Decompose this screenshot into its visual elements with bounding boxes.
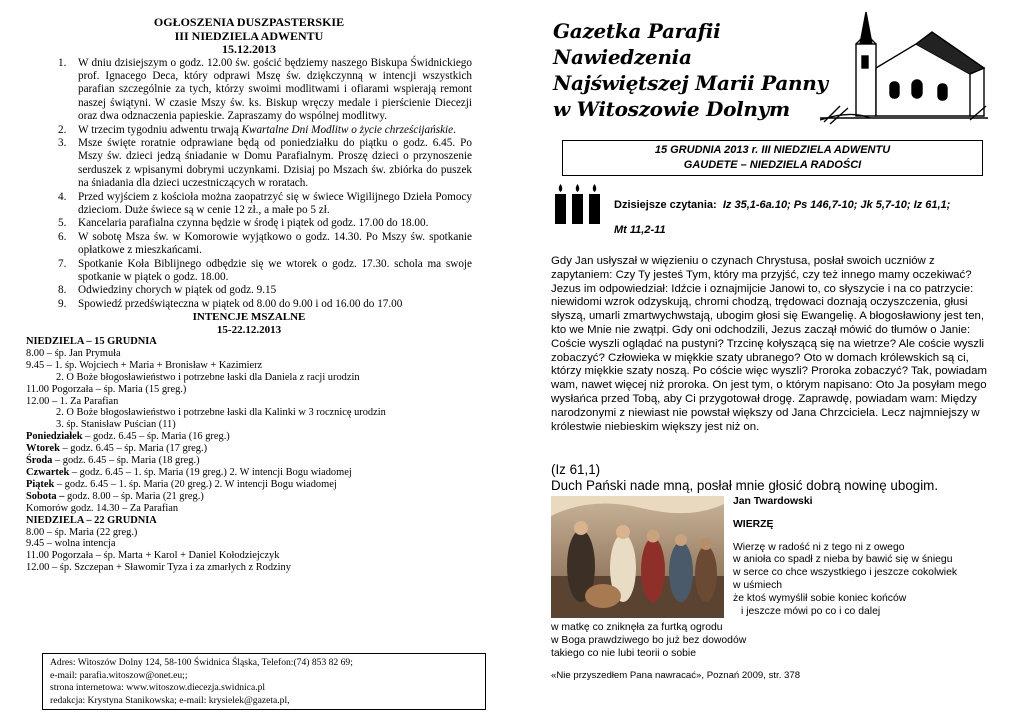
title-line: Najświętszej Marii Panny <box>553 71 828 95</box>
intention-text: – godz. 6.45 – śp. Maria (17 greg.) <box>59 443 208 455</box>
readings-label: Dzisiejsze czytania: <box>614 199 717 211</box>
intention-text: 11.00 Pogorzała – śp. Maria (15 greg.) <box>26 383 187 395</box>
poem-title: WIERZĘ <box>733 518 774 530</box>
poem-line: w anioła co spadł z nieba by bawić się w śniegu <box>733 554 953 566</box>
intentions-heading: INTENCJE MSZALNE <box>192 311 306 324</box>
announcement-item <box>58 56 472 124</box>
intention-row <box>26 491 472 503</box>
intention-text: 9.45 – wolna intencja <box>26 538 116 550</box>
date-line: 15 GRUDNIA 2013 r. III NIEDZIELA ADWENTU <box>654 144 891 156</box>
poem-line: w Boga prawdziwego bo już bez dowodów <box>551 634 747 646</box>
intention-row <box>26 455 472 467</box>
intention-row <box>26 538 472 550</box>
poem-line: że ktoś wymyślił sobie koniec końców <box>733 592 907 604</box>
intention-text: godz. 8.00 – śp. Maria (21 greg.) <box>64 490 204 502</box>
intention-text: 9.45 – 1. śp. Wojciech + Maria + Bronisław + Kazimierz <box>26 359 263 371</box>
announcement-number: 2. <box>58 123 67 136</box>
quote-reference: (Iz 61,1) <box>551 462 601 477</box>
readings-list-cont: Mt 11,2-11 <box>614 224 666 236</box>
address-line: redakcja: Krystyna Stanikowska; e-mail: krysielek@gazeta.pl, <box>50 694 290 706</box>
intention-row <box>26 372 472 384</box>
church-drawing <box>820 10 988 130</box>
announcement-item <box>58 230 472 258</box>
intention-text: 3. śp. Stanisław Puścian (11) <box>56 419 176 431</box>
intention-text: Komorów godz. 14.30 – Za Parafian <box>26 502 179 514</box>
address-line: Adres: Witoszów Dolny 124, 58-100 Świdnica Śląska, Telefon:(74) 853 82 69; <box>50 657 353 668</box>
poem-line: w matkę co zniknęła za furtką ogrodu <box>551 622 723 633</box>
intention-day: NIEDZIELA – 22 GRUDNIA <box>26 514 157 526</box>
advent-candles-icon <box>553 182 603 224</box>
announcement-number: 6. <box>58 230 67 243</box>
address-line: strona internetowa: www.witoszow.diecezja.swidnica.pl <box>50 682 266 694</box>
intention-row <box>26 396 472 408</box>
intention-row <box>26 407 472 419</box>
intention-text: – godz. 6.45 – śp. Maria (16 greg.) <box>82 431 230 443</box>
newsletter-title <box>553 18 828 122</box>
announcement-item <box>58 297 472 311</box>
announcements-list <box>26 57 472 312</box>
announcement-text: W sobotę Msza św. w Komorowie wyjątkowo o godz. 14.30. Po Mszy św. spotkanie opłatkowe z mieszkańcami. <box>78 230 472 257</box>
poem-author: Jan Twardowski <box>733 496 813 507</box>
poem-source: «Nie przyszedłem Pana nawracać», Poznań 2009, str. 378 <box>551 670 801 681</box>
intention-text: – godz. 6.45 – śp. Maria (18 greg.) <box>52 455 200 467</box>
announcement-number: 7. <box>58 257 67 270</box>
intention-row <box>26 443 472 455</box>
title-line: w Witoszowie Dolnym <box>553 97 790 121</box>
intention-text: 2. O Boże błogosławieństwo i potrzebne łaski dla Daniela z racji urodzin <box>56 371 360 383</box>
announcement-text: Spotkanie Koła Biblijnego odbędzie się we wtorek o godz. 17.30. schola ma swoje spotkanie w piątek o godz. 18.00. <box>78 257 472 283</box>
intention-text: 2. O Boże błogosławieństwo i potrzebne łaski dla Kalinki w 3 rocznicę urodzin <box>56 407 386 419</box>
intention-day: Piątek <box>26 478 55 490</box>
announcement-text: Przed wyjściem z kościoła można zaopatrzyć się w świece Wigilijnego Dzieła Pomocy dzieciom. Duże świece są w cenie 12 zł., a małe po 5 zł. <box>78 190 472 216</box>
intention-row <box>26 527 472 539</box>
title-line: Nawiedzenia <box>553 45 692 69</box>
poem-line: w uśmiech <box>733 579 783 591</box>
announcement-text: W trzecim tygodniu adwentu trwają <box>78 123 242 136</box>
announcements-date: 15.12.2013 <box>222 42 276 56</box>
intention-row <box>26 348 472 360</box>
sunday-heading: III NIEDZIELA ADWENTU <box>174 28 324 43</box>
intention-text: 12.00 – śp. Szczepan + Sławomir Tyza i za zmarłych z Rodziny <box>26 562 291 574</box>
announcement-text: Kwartalne Dni Modlitw o życie chrześcijańskie <box>241 123 454 136</box>
announcement-item <box>58 190 472 218</box>
sunday-name-line: GAUDETE – NIEDZIELA RADOŚCI <box>683 159 862 171</box>
intention-row <box>26 336 472 348</box>
announcement-number: 4. <box>58 190 67 203</box>
announcements-heading: OGŁOSZENIA DUSZPASTERSKIE <box>153 15 345 29</box>
announcement-item <box>58 257 472 285</box>
parish-address-box <box>42 653 486 710</box>
address-line: e-mail: parafia.witoszow@onet.eu;; <box>50 669 188 681</box>
intentions-list <box>26 336 472 574</box>
poem <box>733 496 993 618</box>
poem-continuation <box>551 622 991 660</box>
intention-day: Wtorek <box>26 443 60 455</box>
announcement-number: 1. <box>58 56 67 69</box>
intention-row <box>26 360 472 372</box>
poem-line: i jeszcze mówi po co i co dalej <box>741 605 881 617</box>
intention-text: 12.00 – 1. Za Parafian <box>26 395 119 407</box>
announcement-text: Kancelaria parafialna czynna będzie w środę i piątek od godz. 17.00 do 18.00. <box>78 217 429 230</box>
announcement-number: 9. <box>58 297 67 310</box>
intention-row <box>26 562 472 574</box>
announcement-text: Odwiedziny chorych w piątek od godz. 9.15 <box>78 284 277 297</box>
intention-text: – godz. 6.45 – 1. śp. Maria (20 greg.) 2. W intencji Bogu wiadomej <box>54 478 337 490</box>
intention-text: 11.00 Pogorzała – śp. Marta + Karol + Daniel Kołodziejczyk <box>26 550 280 562</box>
date-box <box>562 140 983 176</box>
intention-row <box>26 479 472 491</box>
intention-row <box>26 467 472 479</box>
announcement-number: 3. <box>58 136 67 149</box>
intentions-dates: 15-22.12.2013 <box>216 323 282 336</box>
poem-line: Wierzę w radość ni z tego ni z owego <box>733 541 905 553</box>
intention-text: 8.00 – śp. Maria (22 greg.) <box>26 526 138 538</box>
announcement-item <box>58 217 472 230</box>
quote-text: Duch Pański nade mną, posłał mnie głosić dobrą nowinę ubogim. <box>551 478 939 493</box>
announcements-column <box>26 16 472 574</box>
intention-row <box>26 503 472 515</box>
announcement-text: Msze święte roratnie odprawiane będą od poniedziałku do piątku o godz. 6.45. Po Mszy św. dzieci jedzą śniadanie w Domu Parafialnym. Proszę dzieci o przynoszenie serduszek z wpisanymi dobrymi uczynkami. Dzisiaj po Mszach św. zbiórka do puszek na śniadania dla dzieci uczestniczących w roratach. <box>78 136 472 190</box>
announcement-item <box>58 136 472 191</box>
announcement-text: . <box>453 123 456 136</box>
announcement-text: Spowiedź przedświąteczna w piątek od 8.00 do 9.00 i od 16.00 do 17.00 <box>78 297 403 310</box>
scripture-quote <box>551 462 991 494</box>
intention-row <box>26 515 472 527</box>
readings-list: Iz 35,1-6a.10; Ps 146,7-10; Jk 5,7-10; Iz 61,1; <box>722 199 951 211</box>
intention-row <box>26 550 472 562</box>
poem-line: w serce co chce wszystkiego i jeszcze cokolwiek <box>733 567 958 579</box>
gospel-text: Gdy Jan usłyszał w więzieniu o czynach Chrystusa, posłał swoich uczniów z zapytaniem: Czy Ty jesteś Tym, który ma przyjść, czy też innego mamy oczekiwać? Jezus im odpowiedział: Idźcie i oznajmijcie Janowi to, co słyszycie i na co patrzycie: niewidomi wzrok odzyskują, chromi chodzą, trędowaci doznają oczyszczenia, głusi słyszą, umarli zmartwychwstają, ubogim głosi się Ewangelię. A błogosławiony jest ten, kto we Mnie nie zwątpi. Gdy oni odchodzili, Jezus zaczął mówić do tłumów o Janie: Coście wyszli oglądać na pustyni? Trzcinę kołyszącą się na wietrze? Ale coście wyszli zobaczyć? Człowieka w miękkie szaty ubranego? Oto w domach królewskich są ci, którzy miękkie szaty noszą. Po cóście więc wyszli? Proroka zobaczyć? Tak, powiadam wam, nawet więcej niż proroka. On jest tym, o którym napisano: Oto Ja posyłam mego wysłańca przed Tobą, aby Ci przygotował drogę. Zaprawdę, powiadam wam: Między narodzonymi z niewiast nie powstał większy od Jana Chrzciciela. Lecz najmniejszy w królestwie niebieskim większy jest niż on. <box>551 255 987 433</box>
intention-day: Czwartek <box>26 467 70 478</box>
title-line: Gazetka Parafii <box>553 19 721 43</box>
intention-day: Środa <box>26 455 53 467</box>
intention-text: 8.00 – śp. Jan Prymuła <box>26 347 121 359</box>
painting-image <box>551 496 724 618</box>
intention-text: – godz. 6.45 – 1. śp. Maria (19 greg.) 2. W intencji Bogu wiadomej <box>69 467 352 478</box>
intention-day: NIEDZIELA – 15 GRUDNIA <box>26 336 157 348</box>
announcement-item <box>58 284 472 297</box>
intention-row <box>26 384 472 396</box>
intention-day: Sobota – <box>26 490 65 502</box>
intention-row <box>26 431 472 443</box>
poem-lines <box>733 542 993 619</box>
announcement-text: W dniu dzisiejszym o godz. 12.00 św. gościć będziemy naszego Biskupa Świdnickiego prof. Ignacego Deca, który odprawi Mszę św. dziękczynną w intencji wszystkich parafian szczególnie za tych, którzy swoimi modlitwami i ofiarami wspierają remont naszej świątyni. W czasie Mszy św. ks. Biskup wręczy medale i pierścienie Diecezji oraz dwa odznaczenia papieskie. Zapraszamy do wspólnej modlitwy. <box>78 56 472 123</box>
announcement-number: 8. <box>58 284 67 297</box>
readings <box>614 193 994 243</box>
announcement-item <box>58 123 472 137</box>
announcement-number: 5. <box>58 217 67 230</box>
poem-line: takiego co nie lubi teorii o sobie <box>551 647 696 659</box>
intention-row <box>26 419 472 431</box>
intention-day: Poniedziałek <box>26 431 83 443</box>
